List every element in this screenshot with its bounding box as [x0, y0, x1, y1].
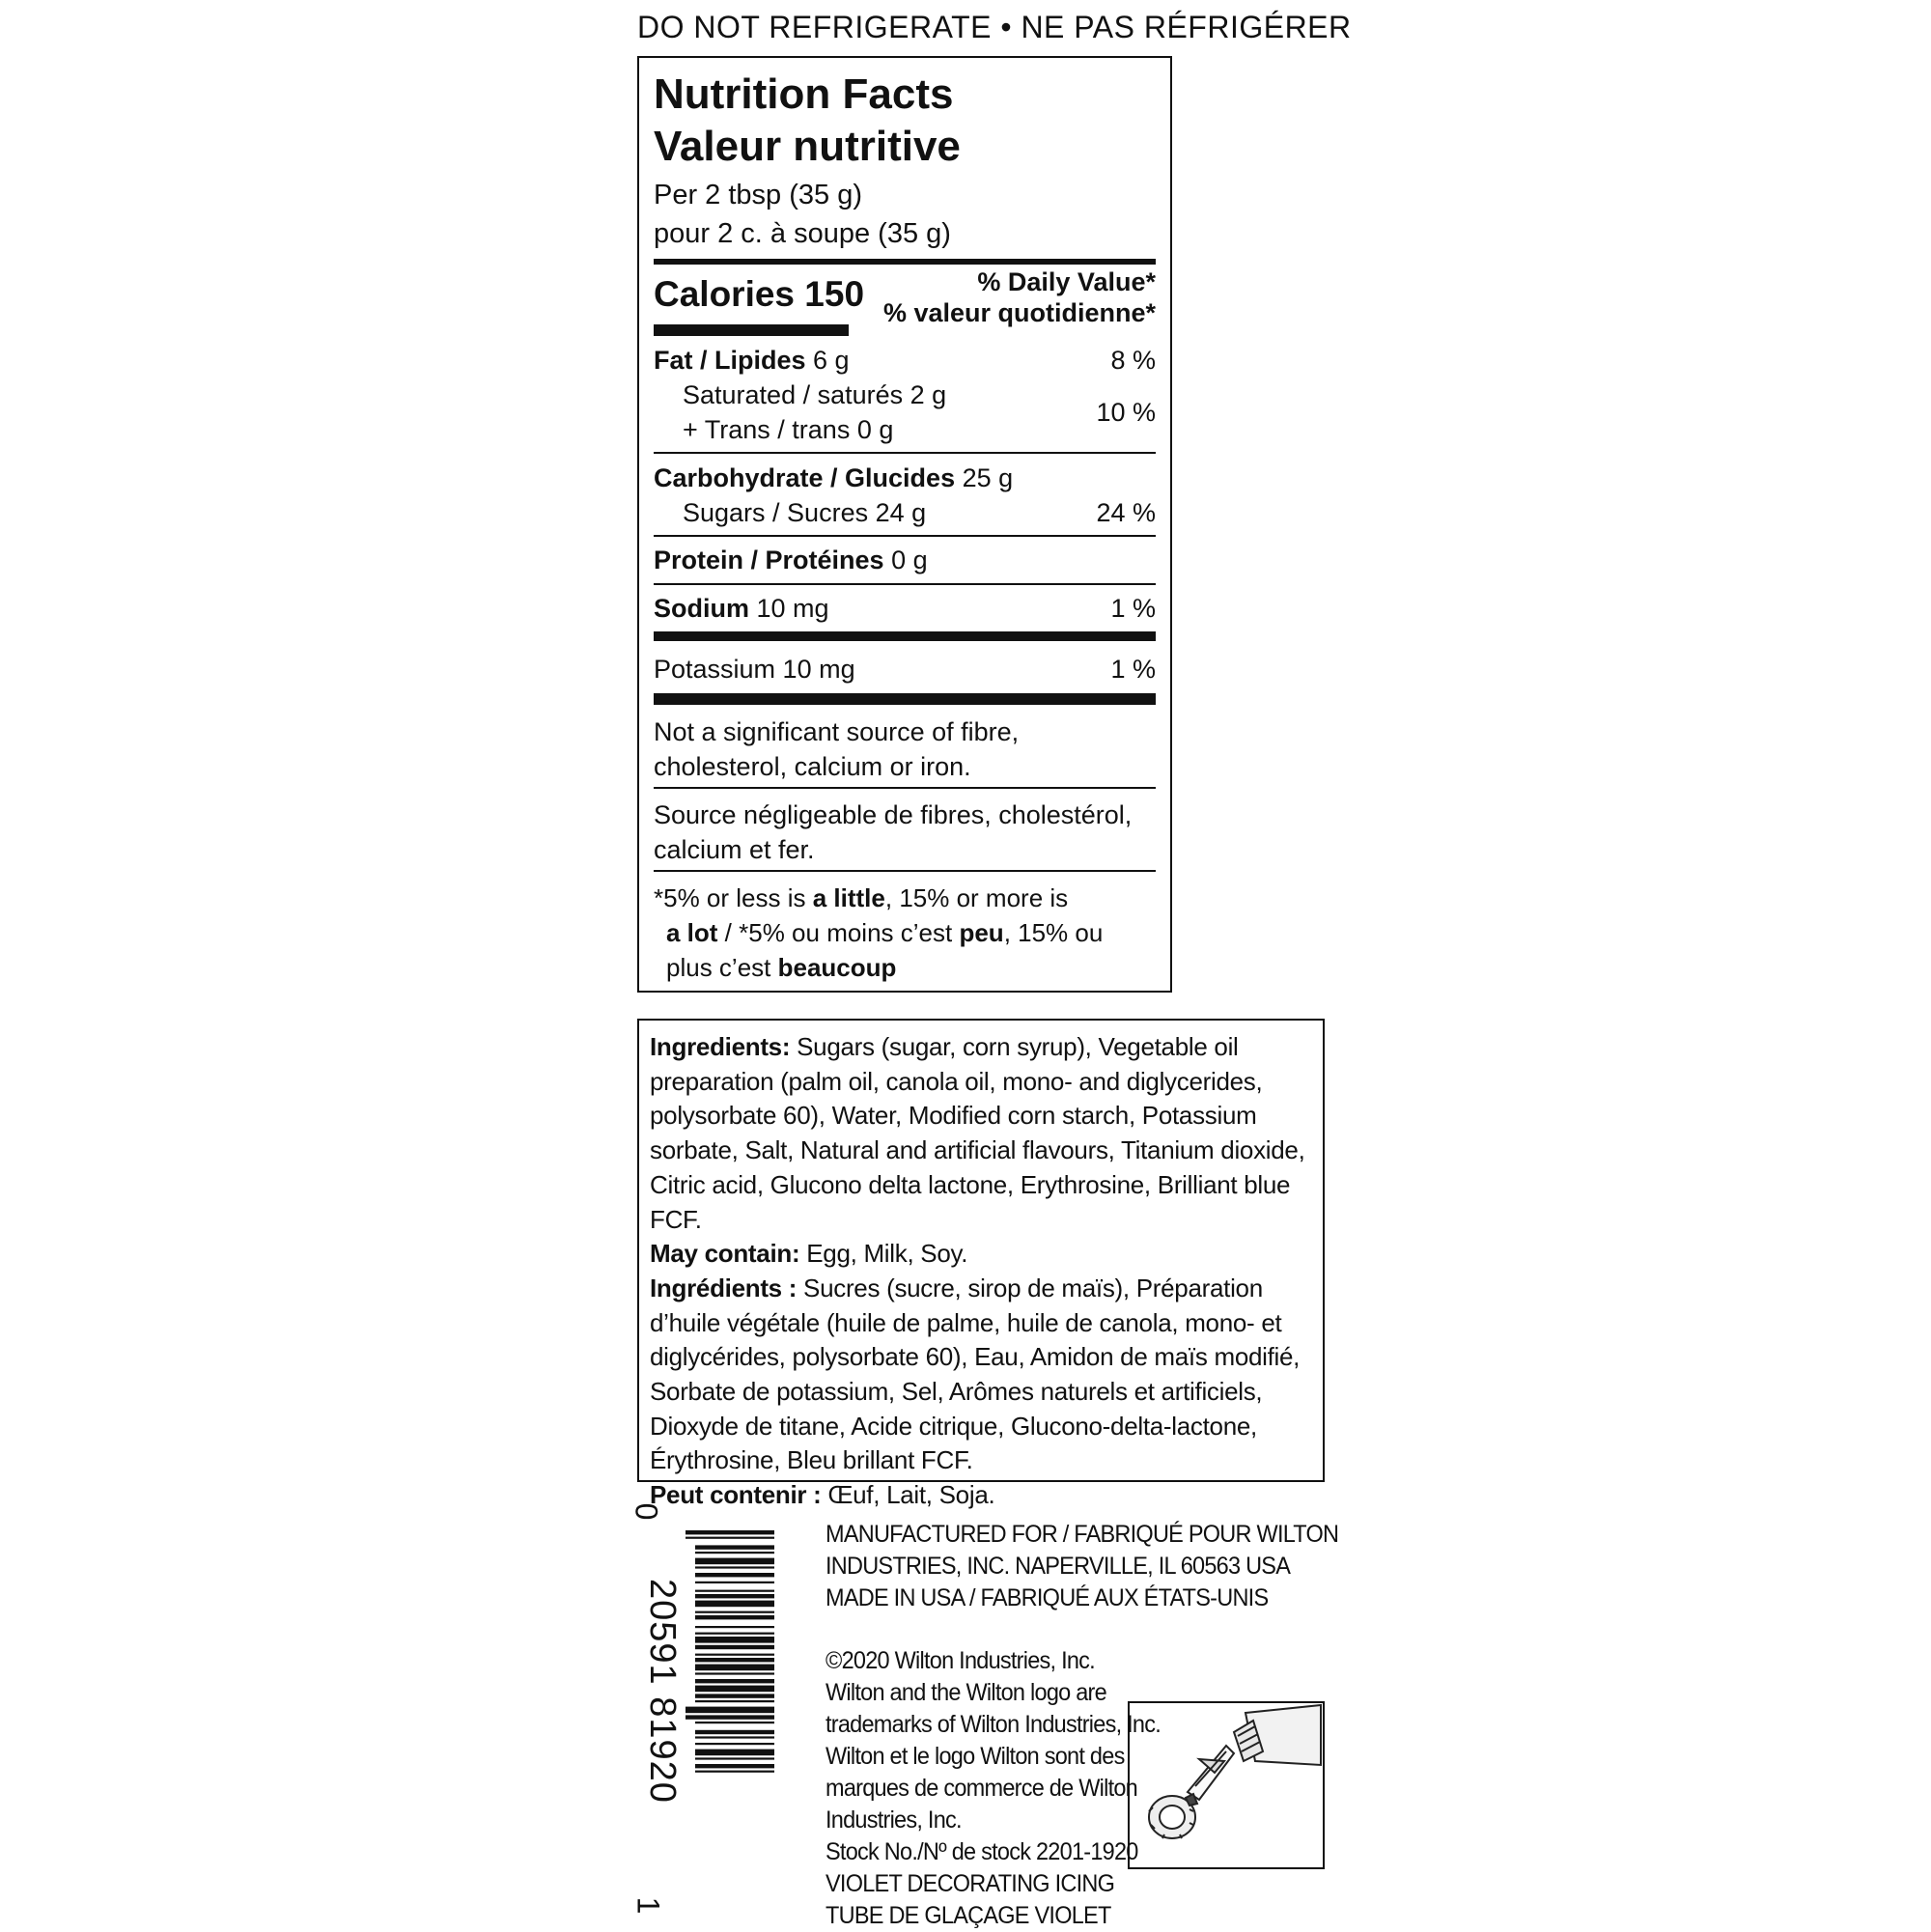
fat-label: Fat / Lipides: [654, 346, 806, 375]
footnote-bold: a lot: [666, 918, 718, 947]
sodium-dv: 1 %: [1110, 594, 1156, 623]
barcode-bar: [695, 1665, 774, 1671]
nutrition-title-fr: Valeur nutritive: [654, 123, 961, 170]
barcode-digits: 20591 81920: [642, 1579, 683, 1804]
barcode-bar: [695, 1672, 774, 1674]
trademark-line-1: Wilton and the Wilton logo are: [826, 1679, 1106, 1706]
peut-contenir-text: Œuf, Lait, Soja.: [821, 1480, 995, 1510]
barcode-bar: [695, 1594, 774, 1598]
daily-value-header-fr: % valeur quotidienne*: [882, 298, 1156, 327]
sugars-dv: 24 %: [1096, 498, 1156, 527]
carb-amount: 25 g: [955, 463, 1014, 492]
divider: [654, 870, 1156, 872]
copyright-line: ©2020 Wilton Industries, Inc.: [826, 1647, 1095, 1674]
barcode-bar: [695, 1757, 774, 1759]
ingredients-fr: [650, 1272, 1313, 1478]
sat-trans-dv: 10 %: [1096, 398, 1156, 427]
protein-label: Protein / Protéines: [654, 546, 884, 574]
saturated-row: [654, 378, 1156, 411]
barcode-bar: [695, 1558, 774, 1565]
serving-size-en: Per 2 tbsp (35 g): [654, 180, 862, 210]
thick-divider: [654, 631, 1156, 641]
barcode-bar: [695, 1626, 774, 1628]
potassium-row: [654, 653, 1156, 686]
barcode-bar: [695, 1686, 774, 1693]
barcode-bar: [686, 1530, 774, 1534]
sodium-row: [654, 592, 1156, 625]
trademark-line-3: Wilton et le logo Wilton sont des: [826, 1743, 1125, 1770]
footnote-bold: beaucoup: [777, 953, 897, 982]
mfr-line-2: INDUSTRIES, INC. NAPERVILLE, IL 60563 USA: [826, 1553, 1291, 1580]
barcode-bar: [686, 1707, 774, 1714]
carb-row: [654, 462, 1156, 494]
nutrition-facts-panel: [637, 56, 1172, 993]
barcode-bar: [695, 1545, 774, 1549]
footnote-text: , 15% ou: [1003, 918, 1104, 947]
barcode-bar: [695, 1679, 774, 1683]
daily-value-footnote: [654, 881, 1156, 985]
footnote-text: / *5% ou moins c’est: [717, 918, 960, 947]
mfr-line-3: MADE IN USA / FABRIQUÉ AUX ÉTATS-UNIS: [826, 1584, 1269, 1611]
potassium-dv: 1 %: [1110, 655, 1156, 684]
sugars-label: Sugars / Sucres 24 g: [683, 498, 927, 527]
ingredients-en: [650, 1030, 1313, 1237]
ingredients-panel: [637, 1019, 1325, 1510]
upc-barcode: [629, 1501, 774, 1917]
barcode-bar: [695, 1615, 774, 1619]
barcode-bar: [686, 1715, 774, 1719]
divider: [654, 535, 1156, 537]
footnote-text: plus c’est: [666, 953, 778, 982]
barcode-bar: [695, 1730, 774, 1734]
barcode-digits-wrap: [643, 1579, 682, 1868]
barcode-bar: [695, 1645, 774, 1649]
barcode-bar: [695, 1750, 774, 1756]
protein-row: [654, 544, 1156, 576]
trans-label: + Trans / trans 0 g: [683, 415, 894, 444]
sodium-label: Sodium: [654, 594, 749, 623]
barcode-bar: [695, 1601, 774, 1608]
barcode-bar: [695, 1566, 774, 1568]
barcode-bar: [695, 1573, 774, 1577]
divider: [654, 583, 1156, 585]
barcode-bar: [695, 1590, 774, 1592]
sugars-row: [654, 496, 1156, 529]
serving-size-fr: pour 2 c. à soupe (35 g): [654, 218, 951, 249]
barcode-bar: [695, 1582, 774, 1583]
trademark-line-5: Industries, Inc.: [826, 1806, 962, 1834]
barcode-bar: [695, 1771, 774, 1773]
barcode-bar: [695, 1764, 774, 1768]
barcode-bar: [695, 1743, 774, 1745]
barcode-bar: [695, 1637, 774, 1643]
may-contain-text: Egg, Milk, Soy.: [799, 1239, 968, 1269]
barcode-digit-top: 0: [629, 1502, 664, 1521]
nutrition-title-en: Nutrition Facts: [654, 70, 954, 118]
barcode-bar: [695, 1700, 774, 1702]
barcode-bar: [695, 1736, 774, 1738]
carb-label: Carbohydrate / Glucides: [654, 463, 956, 492]
footnote-bold: peu: [959, 918, 1004, 947]
fat-dv: 8 %: [1110, 346, 1156, 375]
sodium-amount: 10 mg: [749, 594, 829, 623]
footnote-bold: a little: [812, 883, 885, 912]
fat-amount: 6 g: [805, 346, 850, 375]
may-contain: [650, 1237, 1313, 1272]
product-name-en: VIOLET DECORATING ICING: [826, 1870, 1115, 1897]
product-name-fr: TUBE DE GLAÇAGE VIOLET: [826, 1902, 1111, 1929]
divider: [654, 452, 1156, 454]
barcode-bar: [695, 1611, 774, 1613]
barcode-bar: [695, 1722, 774, 1723]
thick-divider: [654, 693, 1156, 705]
barcode-bar: [686, 1537, 774, 1539]
barcode-digit-bottom: 1: [630, 1896, 666, 1915]
thick-divider: [654, 259, 1156, 265]
barcode-bar: [695, 1694, 774, 1697]
barcode-bar: [695, 1633, 774, 1635]
icing-tube-and-tip-icon: [1128, 1701, 1325, 1869]
ingredients-en-label: Ingredients:: [650, 1032, 791, 1061]
potassium-label: Potassium 10 mg: [654, 655, 855, 684]
fat-row: [654, 344, 1156, 377]
mfr-line-1: MANUFACTURED FOR / FABRIQUÉ POUR WILTON: [826, 1521, 1339, 1548]
saturated-label: Saturated / saturés 2 g: [683, 380, 947, 409]
barcode-bar: [695, 1552, 774, 1554]
ingredients-fr-label: Ingrédients :: [650, 1273, 798, 1302]
trademark-line-2: trademarks of Wilton Industries, Inc.: [826, 1711, 1161, 1738]
footnote-text: *5% or less is: [654, 883, 813, 912]
peut-contenir-label: Peut contenir :: [650, 1480, 822, 1510]
storage-warning: DO NOT REFRIGERATE • NE PAS RÉFRIGÉRER: [637, 10, 1352, 44]
footnote-text: , 15% or more is: [884, 883, 1069, 912]
note-fr: Source négligeable de fibres, cholestérol, calcium et fer.: [654, 800, 1133, 864]
protein-amount: 0 g: [883, 546, 928, 574]
calories: Calories 150: [654, 274, 865, 314]
barcode-bar: [695, 1658, 774, 1662]
note-en: Not a significant source of fibre, cholesterol, calcium or iron.: [654, 717, 1020, 781]
barcode-bar: [695, 1654, 774, 1656]
stock-number: Stock No./Nº de stock 2201-1920: [826, 1838, 1138, 1865]
may-contain-label: May contain:: [650, 1239, 800, 1269]
divider: [654, 787, 1156, 789]
icing-tube-illustration: [1130, 1703, 1323, 1867]
daily-value-header-en: % Daily Value*: [977, 267, 1156, 296]
ingredients-fr-text: Sucres (sucre, sirop de maïs), Préparation d’huile végétale (huile de palme, huile de canola, mono- et diglycérides, polysorbate 60), Eau, Amidon de maïs modifié, Sorbate de potassium, Sel, Arômes naturels et artificiels, Dioxyde de titane, Acide citrique, Glucono-delta-lactone, Érythrosine, Bleu brillant FCF.: [650, 1273, 1301, 1475]
trans-row: [654, 413, 1156, 446]
ingredients-en-text: Sugars (sugar, corn syrup), Vegetable oil preparation (palm oil, canola oil, mono- and diglycerides, polysorbate 60), Water, Modified corn starch, Potassium sorbate, Salt, Natural and artificial flavours, Titanium dioxide, Citric acid, Glucono delta lactone, Erythrosine, Brilliant blue FCF.: [650, 1032, 1305, 1234]
trademark-line-4: marques de commerce de Wilton: [826, 1775, 1138, 1802]
